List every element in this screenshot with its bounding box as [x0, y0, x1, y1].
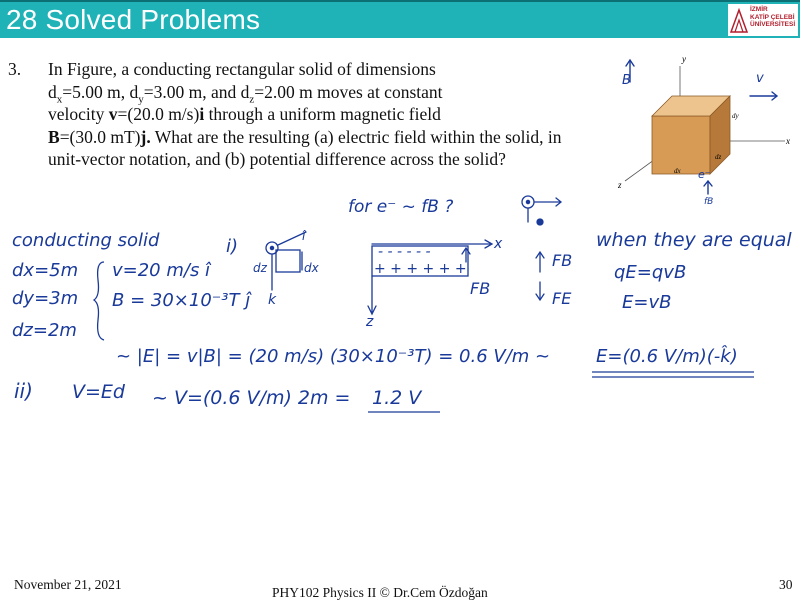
slide-title: 28 Solved Problems	[6, 4, 261, 35]
svg-text:x: x	[494, 236, 503, 252]
svg-text:dx: dx	[304, 261, 319, 275]
dy-label: dy	[732, 112, 739, 120]
footer-date: November 21, 2021	[14, 577, 122, 592]
dx-label: dx	[674, 167, 681, 175]
v-equals-ed: V=Ed	[72, 381, 125, 403]
svg-text:dz: dz	[253, 261, 267, 275]
fb-label-i: FB	[470, 279, 491, 298]
minus-charges: - - - - - -	[378, 244, 431, 260]
v-calculation: ~ V=(0.6 V/m) 2m =	[152, 387, 351, 409]
z-label: z	[618, 180, 622, 190]
given-field: B = 30×10⁻³T ĵ	[112, 290, 251, 311]
b-vector-label: B	[622, 73, 631, 88]
given-dz: dz=2m	[12, 320, 77, 341]
electron-label: e⁻	[698, 168, 711, 181]
v-result: 1.2 V	[372, 387, 422, 409]
note-top: for e⁻ ~ fB ?	[348, 197, 454, 217]
given-brace	[94, 262, 104, 340]
problem-text: In Figure, a conducting rectangular solid of dimensions $d_x=5.00$ m, $d_y=3.00$ m, and $d_z=2.00$ m moves at constant velocity v=(20.0 m/s)i through a uniform magnetic field B=(30.0 mT)j. What are the resulting (a) electric field within the solid, in unit-vector notation, and (b) potential difference across the solid?	[48, 59, 562, 169]
force-balance: qE=qvB	[614, 262, 687, 283]
x-label: x	[786, 136, 790, 146]
dz-label: dz	[715, 153, 722, 161]
page-number: 30	[779, 577, 793, 592]
given-dx: dx=5m	[12, 260, 79, 281]
equal-note: when they are equal	[596, 229, 792, 251]
logo-text: İZMİR KATİP ÇELEBİ ÜNİVERSİTESİ	[750, 6, 796, 28]
part-ii-label: ii)	[14, 379, 33, 403]
svg-text:î: î	[302, 229, 306, 243]
fb-label-ii: FB	[552, 251, 573, 270]
e-equals-vb: E=vB	[622, 292, 672, 313]
e-result: E=(0.6 V/m)(-k̂)	[596, 346, 738, 367]
y-label: y	[682, 54, 686, 64]
fe-label: FE	[552, 289, 572, 308]
conducting-solid: conducting solid	[12, 230, 160, 251]
svg-text:z: z	[366, 314, 374, 330]
part-i-label: i)	[226, 236, 239, 257]
given-dy: dy=3m	[12, 288, 79, 309]
plus-charges: + + + + + +	[374, 261, 467, 277]
svg-text:k: k	[268, 292, 277, 308]
fb-label: fB	[704, 197, 714, 206]
footer-course: PHY102 Physics II © Dr.Cem Özdoğan	[272, 585, 488, 600]
given-velocity: v=20 m/s î	[112, 260, 211, 281]
v-vector-label: v	[756, 71, 764, 86]
e-calculation: ~ |E| = v|B| = (20 m/s) (30×10⁻³T) = 0.6 V/m ~	[116, 346, 551, 367]
problem-number: 3.	[8, 59, 22, 79]
